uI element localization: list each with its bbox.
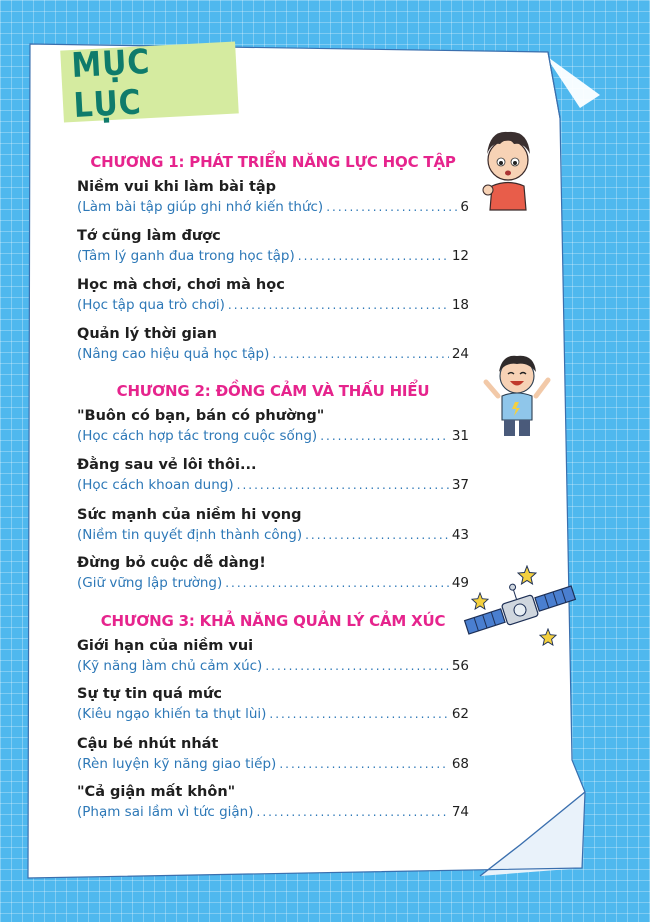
dot-leader [228, 298, 449, 312]
star-icon [539, 628, 557, 646]
toc-entry[interactable] [77, 507, 469, 543]
entry-title: Niềm vui khi làm bài tập [77, 179, 277, 195]
page-number: 24 [451, 346, 469, 362]
toc-entry[interactable] [77, 179, 469, 215]
toc-entry[interactable] [77, 555, 469, 591]
toc-entry[interactable] [77, 408, 469, 444]
entry-subtitle: (Niềm tin quyết định thành công) [77, 527, 303, 543]
entry-title: Tớ cũng làm được [77, 228, 221, 244]
dot-leader [225, 576, 449, 590]
page-number: 43 [451, 527, 469, 543]
toc-entry[interactable] [77, 326, 469, 362]
entry-subtitle: (Học tập qua trò chơi) [77, 297, 225, 313]
chapter-1-heading: CHƯƠNG 1: PHÁT TRIỂN NĂNG LỰC HỌC TẬP [90, 153, 456, 171]
dot-leader [272, 347, 448, 361]
toc-entry[interactable] [77, 457, 469, 493]
dot-leader [257, 805, 449, 819]
title-tag [60, 41, 239, 126]
entry-subtitle: (Tâm lý ganh đua trong học tập) [77, 248, 295, 264]
toc-entry[interactable] [77, 686, 469, 722]
toc-entry[interactable] [77, 228, 469, 264]
entry-subtitle: (Rèn luyện kỹ năng giao tiếp) [77, 756, 277, 772]
dot-leader [326, 200, 457, 214]
chapter-3-heading: CHƯƠNG 3: KHẢ NĂNG QUẢN LÝ CẢM XÚC [100, 612, 446, 630]
page-number: 6 [460, 199, 469, 215]
entry-subtitle: (Phạm sai lầm vì tức giận) [77, 804, 254, 820]
page-number: 56 [451, 658, 469, 674]
entry-title: Đằng sau vẻ lôi thôi... [77, 457, 257, 473]
entry-subtitle: (Giữ vững lập trường) [77, 575, 223, 591]
dot-leader [298, 249, 449, 263]
page-number: 12 [451, 248, 469, 264]
entry-subtitle: (Kỹ năng làm chủ cảm xúc) [77, 658, 263, 674]
toc-entry[interactable] [77, 736, 469, 772]
dot-leader [305, 528, 449, 542]
entry-title: Học mà chơi, chơi mà học [77, 277, 285, 293]
entry-title: Giới hạn của niềm vui [77, 638, 254, 654]
star-icon [471, 592, 489, 610]
page-number: 68 [451, 756, 469, 772]
entry-subtitle: (Kiêu ngạo khiến ta thụt lùi) [77, 706, 267, 722]
dot-leader [320, 429, 449, 443]
page-number: 62 [451, 706, 469, 722]
toc-entry[interactable] [77, 277, 469, 313]
page-number: 49 [451, 575, 469, 591]
boy-laughing-icon [482, 350, 552, 440]
entry-title: "Buôn có bạn, bán có phường" [77, 408, 325, 424]
dot-leader [269, 707, 448, 721]
page-title: MỤC LỤC [70, 41, 152, 126]
entry-subtitle: (Học cách khoan dung) [77, 477, 234, 493]
dot-leader [237, 478, 449, 492]
toc-entry[interactable] [77, 638, 469, 674]
page-number: 37 [451, 477, 469, 493]
dot-leader [265, 659, 449, 673]
entry-title: Đừng bỏ cuộc dễ dàng! [77, 555, 266, 571]
star-icon [517, 565, 537, 585]
entry-title: Cậu bé nhút nhát [77, 736, 219, 752]
entry-title: "Cả giận mất khôn" [77, 784, 236, 800]
page-number: 18 [451, 297, 469, 313]
entry-subtitle: (Học cách hợp tác trong cuộc sống) [77, 428, 318, 444]
entry-title: Quản lý thời gian [77, 326, 217, 342]
entry-title: Sức mạnh của niềm hi vọng [77, 507, 302, 523]
entry-subtitle: (Nâng cao hiệu quả học tập) [77, 346, 270, 362]
entry-title: Sự tự tin quá mức [77, 686, 222, 702]
page-number: 74 [451, 804, 469, 820]
chapter-2-heading: CHƯƠNG 2: ĐỒNG CẢM VÀ THẤU HIỂU [116, 382, 430, 400]
entry-subtitle: (Làm bài tập giúp ghi nhớ kiến thức) [77, 199, 324, 215]
boy-worried-icon [478, 124, 538, 214]
dot-leader [279, 757, 448, 771]
page-number: 31 [451, 428, 469, 444]
toc-entry[interactable] [77, 784, 469, 820]
